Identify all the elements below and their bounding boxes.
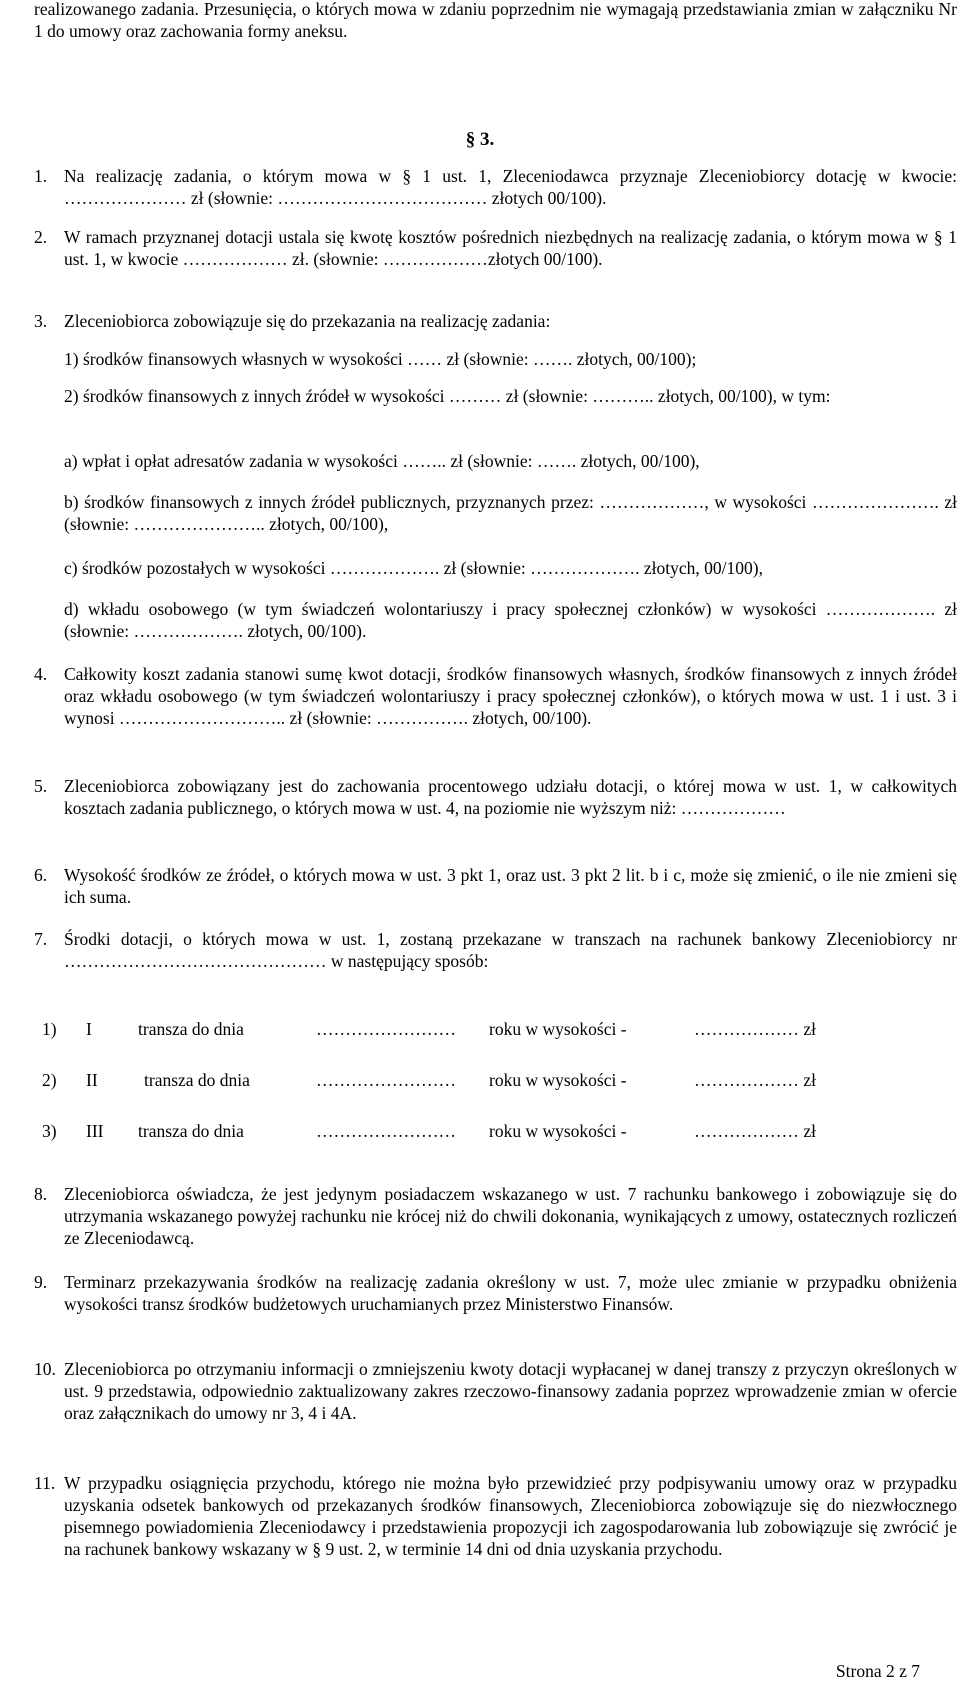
page-number: Strona 2 z 7 (835, 1661, 920, 1681)
tranche-number: 1) (42, 1019, 57, 1039)
tranche-roman: III (86, 1121, 104, 1141)
section-heading: § 3. (465, 129, 495, 150)
tranche-amount: ……………… zł (694, 1019, 817, 1039)
paragraph-7 (34, 928, 957, 972)
tranche-date: …………………… (316, 1070, 456, 1090)
paragraph-10 (34, 1358, 957, 1424)
paragraph-number: 8. (34, 1184, 48, 1204)
list-item: 2) środków finansowych z innych źródeł w wysokości ……… zł (słownie: ……….. złotych, 00/100), w tym: (64, 386, 831, 406)
paragraph-number: 3. (34, 311, 48, 331)
intro-paragraph: realizowanego zadania. Przesunięcia, o których mowa w zdaniu poprzednim nie wymagają przedstawiania zmian w załączniku Nr 1 do umowy oraz zachowania formy aneksu. (34, 0, 957, 42)
tranche-date: …………………… (316, 1121, 456, 1141)
tranche-label: transza do dnia (138, 1121, 244, 1141)
paragraph-text: W ramach przyznanej dotacji ustala się kwotę kosztów pośrednich niezbędnych na realizację zadania, o którym mowa w § 1 ust. 1, w kwocie ……………… zł. (słownie: ………………złotych 00/100). (64, 227, 957, 270)
paragraph-text: W przypadku osiągnięcia przychodu, którego nie można było przewidzieć przy podpisywaniu umowy oraz w przypadku uzyskania odsetek bankowych od przekazanych środków finansowych, Zleceniobiorca zobowiązuje się do niezwłocznego pisemnego powiadomienia Zleceniodawcy i przedstawienia propozycji ich zagospodarowania lub zobowiązuje się zwrócić je na rachunek bankowy wskazany w § 9 ust. 2, w terminie 14 dni od dnia uzyskania przychodu. (64, 1473, 957, 1560)
paragraph-2 (34, 226, 957, 270)
paragraph-9 (34, 1271, 957, 1315)
paragraph-text: Zleceniobiorca po otrzymaniu informacji o zmniejszeniu kwoty dotacji wypłacanej w danej transzy z przyczyn określonych w ust. 9 przedstawia, odpowiednio zaktualizowany zakres rzeczowo-finansowy zadania poprzez wprowadzenie zmian w ofercie oraz załącznikach do umowy nr 3, 4 i 4A. (64, 1359, 957, 1424)
tranche-row (34, 1069, 957, 1093)
paragraph-text: Środki dotacji, o których mowa w ust. 1, zostaną przekazane w transzach na rachunek bankowy Zleceniobiorcy nr ……………………………………… w następujący sposób: (64, 929, 957, 972)
tranche-roman: I (86, 1019, 92, 1039)
list-item: a) wpłat i opłat adresatów zadania w wysokości …….. zł (słownie: ……. złotych, 00/100), (64, 451, 700, 471)
tranche-mid: roku w wysokości - (489, 1121, 627, 1141)
tranche-label: transza do dnia (138, 1019, 244, 1039)
paragraph-text: Zleceniobiorca zobowiązany jest do zachowania procentowego udziału dotacji, o której mowa w ust. 1, w całkowitych kosztach zadania publicznego, o których mowa w ust. 4, na poziomie nie wyższym niż: ……………… (64, 776, 957, 819)
tranche-label: transza do dnia (144, 1070, 250, 1090)
paragraph-number: 2. (34, 227, 48, 247)
paragraph-number: 4. (34, 664, 48, 684)
tranche-mid: roku w wysokości - (489, 1070, 627, 1090)
paragraph-number: 10. (34, 1359, 56, 1379)
tranche-roman: II (86, 1070, 98, 1090)
paragraph-1 (34, 165, 957, 209)
tranche-number: 3) (42, 1121, 57, 1141)
tranche-date: …………………… (316, 1019, 456, 1039)
paragraph-3 (34, 310, 957, 332)
paragraph-text: Całkowity koszt zadania stanowi sumę kwot dotacji, środków finansowych własnych, środków finansowych z innych źródeł oraz wkładu osobowego (w tym świadczeń wolontariuszy i pracy społecznej członków), o których mowa w ust. 1 i ust. 3 i wynosi ……………………….. zł (słownie: ……………. złotych, 00/100). (64, 664, 957, 729)
paragraph-number: 6. (34, 865, 48, 885)
paragraph-text: Zleceniobiorca oświadcza, że jest jedynym posiadaczem wskazanego w ust. 7 rachunku bankowego i zobowiązuje się do utrzymania wskazanego powyżej rachunku nie krócej niż do chwili dokonania, wynikających z umowy, ostatecznych rozliczeń ze Zleceniodawcą. (64, 1184, 957, 1249)
paragraph-5 (34, 775, 957, 819)
paragraph-number: 9. (34, 1272, 48, 1292)
paragraph-4 (34, 663, 957, 729)
paragraph-number: 5. (34, 776, 48, 796)
paragraph-text: Terminarz przekazywania środków na realizację zadania określony w ust. 7, może ulec zmianie w przypadku obniżenia wysokości transz środków budżetowych uruchamianych przez Ministerstwo Finansów. (64, 1272, 957, 1315)
paragraph-number: 11. (34, 1473, 56, 1493)
paragraph-number: 7. (34, 929, 48, 949)
paragraph-text: Zleceniobiorca zobowiązuje się do przekazania na realizację zadania: (64, 311, 551, 331)
tranche-amount: ……………… zł (694, 1070, 817, 1090)
paragraph-text: Na realizację zadania, o którym mowa w § 1 ust. 1, Zleceniodawca przyznaje Zleceniobiorcy dotację w kwocie: ………………… zł (słownie: ……………………………… złotych 00/100). (64, 166, 957, 209)
list-item: b) środków finansowych z innych źródeł publicznych, przyznanych przez: ………………, w wysokości …………………. zł (słownie: ………………….. złotych, 00/100), (64, 492, 957, 535)
tranche-number: 2) (42, 1070, 57, 1090)
tranche-mid: roku w wysokości - (489, 1019, 627, 1039)
paragraph-6 (34, 864, 957, 908)
paragraph-number: 1. (34, 166, 48, 186)
tranche-row (34, 1120, 957, 1144)
paragraph-text: Wysokość środków ze źródeł, o których mowa w ust. 3 pkt 1, oraz ust. 3 pkt 2 lit. b i c, może się zmienić, o ile nie zmieni się ich suma. (64, 865, 957, 908)
tranche-amount: ……………… zł (694, 1121, 817, 1141)
list-item: c) środków pozostałych w wysokości ………………. zł (słownie: ………………. złotych, 00/100), (64, 558, 763, 578)
paragraph-8 (34, 1183, 957, 1249)
list-item: 1) środków finansowych własnych w wysokości …… zł (słownie: ……. złotych, 00/100); (64, 349, 697, 369)
paragraph-11 (34, 1472, 957, 1560)
list-item: d) wkładu osobowego (w tym świadczeń wolontariuszy i pracy społecznej członków) w wysokości ………………. zł (słownie: ………………. złotych, 00/100). (64, 599, 957, 642)
tranche-row (34, 1018, 957, 1042)
